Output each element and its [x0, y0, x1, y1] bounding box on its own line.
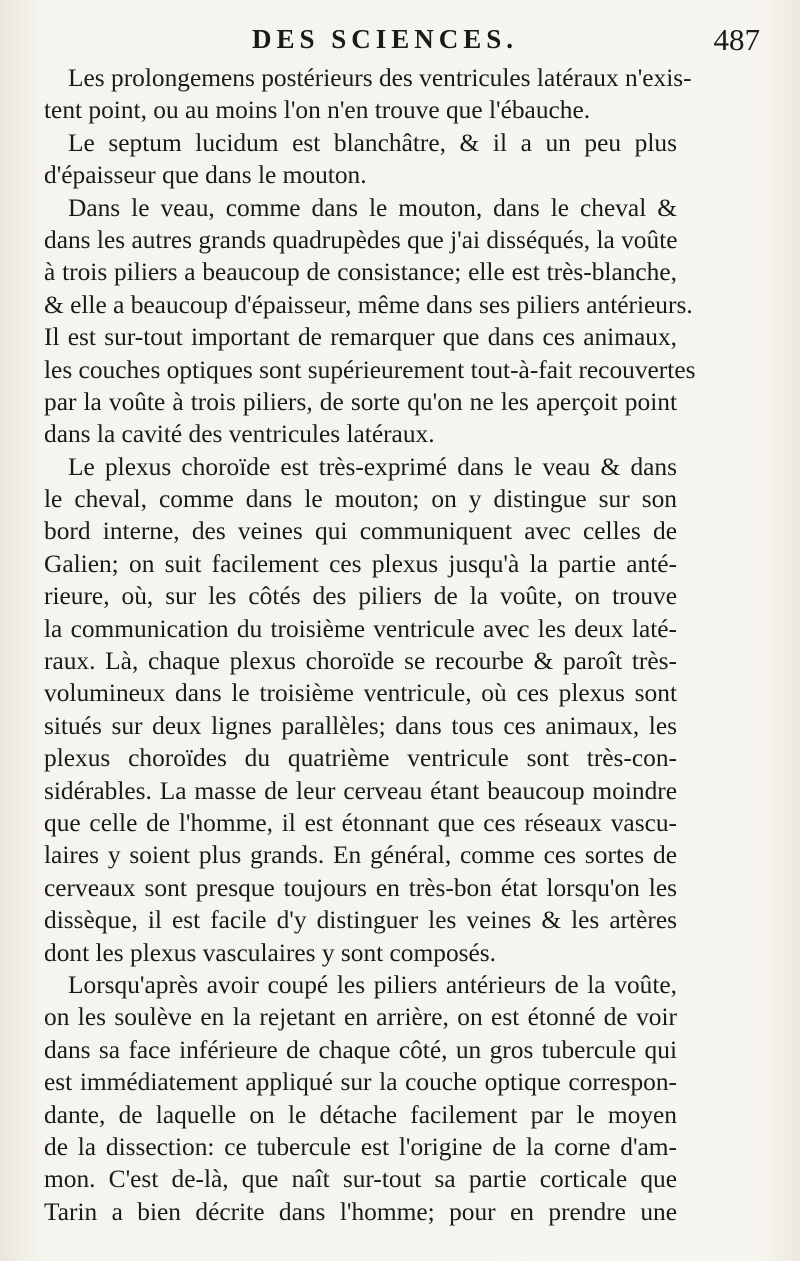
text-line: à trois piliers a beaucoup de consistance; elle est très-blanche, — [44, 258, 677, 287]
text-line: Galien; on suit facilement ces plexus jusqu'à la partie anté- — [44, 549, 677, 578]
running-title: DES SCIENCES. — [251, 24, 519, 54]
text-line: raux. Là, chaque plexus choroïde se recourbe & paroît très- — [44, 647, 677, 676]
text-line: par la voûte à trois piliers, de sorte qu'on ne les aperçoit point — [44, 387, 677, 416]
text-line: Les prolongemens postérieurs des ventricules latéraux n'exis- — [68, 64, 692, 92]
text-line: de la dissection: ce tubercule est l'origine de la corne d'am- — [44, 1132, 677, 1161]
text-line: dans la cavité des ventricules latéraux. — [44, 420, 435, 449]
text-line: dont les plexus vasculaires y sont composés. — [44, 938, 497, 967]
text-line: Il est sur-tout important de remarquer que dans ces animaux, — [44, 323, 677, 352]
text-line: que celle de l'homme, il est étonnant que ces réseaux vascu- — [44, 808, 677, 837]
running-head — [40, 22, 760, 60]
text-line: le cheval, comme dans le mouton; on y distingue sur son — [44, 485, 677, 514]
text-line: mon. C'est de-là, que naît sur-tout sa partie corticale que — [44, 1165, 677, 1194]
text-line: d'épaisseur que dans le mouton. — [44, 161, 367, 190]
text-line: volumineux dans le troisième ventricule, où ces plexus sont — [44, 679, 677, 708]
text-line: Le septum lucidum est blanchâtre, & il a un peu plus — [68, 128, 677, 157]
text-line: plexus choroïdes du quatrième ventricule sont très-con- — [44, 744, 677, 773]
text-line: dans les autres grands quadrupèdes que j'ai disséqués, la voûte — [44, 225, 678, 254]
text-line: la communication du troisième ventricule avec les deux laté- — [44, 614, 677, 643]
text-line: dante, de laquelle on le détache facilement par le moyen — [44, 1100, 677, 1129]
text-line: Le plexus choroïde est très-exprimé dans le veau & dans — [68, 452, 677, 481]
text-line: rieure, où, sur les côtés des piliers de la voûte, on trouve — [44, 582, 677, 611]
text-line: Dans le veau, comme dans le mouton, dans le cheval & — [68, 193, 677, 222]
page-number: 487 — [713, 22, 760, 57]
text-line: est immédiatement appliqué sur la couche optique correspon- — [44, 1068, 677, 1097]
text-line: sidérables. La masse de leur cerveau étant beaucoup moindre — [44, 776, 677, 805]
text-line: cerveaux sont presque toujours en très-bon état lorsqu'on les — [44, 873, 677, 902]
text-line: dissèque, il est facile d'y distinguer les veines & les artères — [44, 906, 677, 935]
text-line: on les soulève en la rejetant en arrière, on est étonné de voir — [44, 1003, 677, 1032]
text-line: les couches optiques sont supérieurement tout-à-fait recouvertes — [44, 355, 696, 384]
text-line: laires y soient plus grands. En général, comme ces sortes de — [44, 841, 677, 870]
text-line: Tarin a bien décrite dans l'homme; pour en prendre une — [44, 1197, 677, 1226]
text-line: bord interne, des veines qui communiquent avec celles de — [44, 517, 677, 546]
text-line: & elle a beaucoup d'épaisseur, même dans ses piliers antérieurs. — [44, 290, 693, 319]
text-line: dans sa face inférieure de chaque côté, un gros tubercule qui — [44, 1035, 677, 1064]
text-line: situés sur deux lignes parallèles; dans tous ces animaux, les — [44, 711, 677, 740]
text-line: Lorsqu'après avoir coupé les piliers antérieurs de la voûte, — [68, 970, 677, 999]
text-line: tent point, ou au moins l'on n'en trouve que l'ébauche. — [44, 96, 591, 125]
body-text — [44, 62, 696, 1228]
